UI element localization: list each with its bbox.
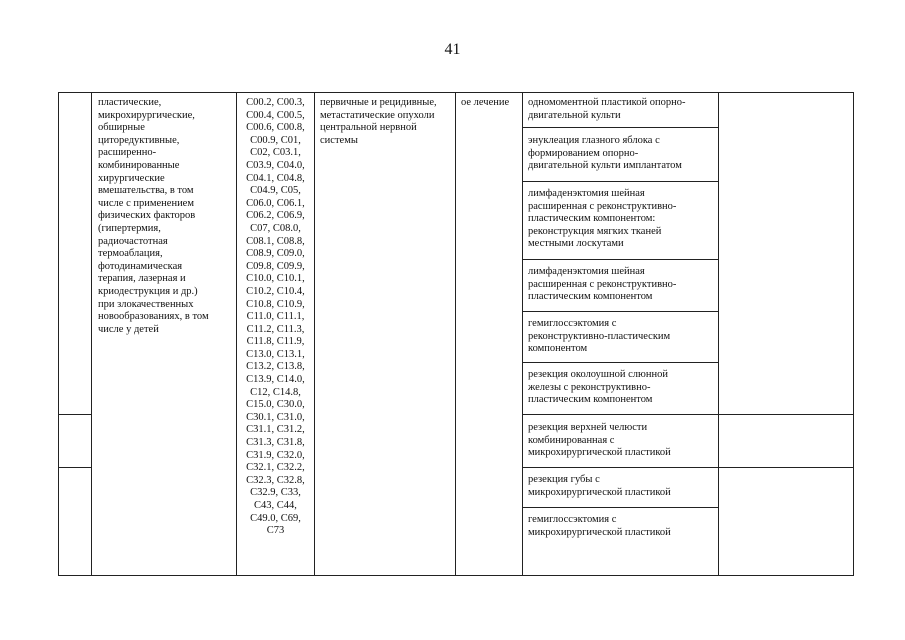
table-top-border	[58, 92, 854, 93]
methods-cell: пластические, микрохирургические, обширные циторедуктивные, расширенно- комбинированные хирургические вмешательства, в том числе с применением физических факторов (гипертермия, радиочастотная термоаблация, фотодинамическая терапия, лазерная и криодеструкция и др.) при злокачественных новообразованиях, в том числе у детей	[98, 97, 209, 335]
procedure-cell: лимфаденэктомия шейная расширенная с реконструктивно- пластическим компонентом	[528, 266, 677, 303]
procedure-cell: гемиглоссэктомия с микрохирургической пластикой	[528, 514, 671, 538]
column-divider	[236, 92, 237, 576]
procedure-cell: энуклеация глазного яблока с формированием опорно- двигательной культи имплантатом	[528, 135, 682, 172]
table-bottom-border	[58, 575, 854, 576]
row-divider	[58, 467, 92, 468]
column-divider	[455, 92, 456, 576]
row-divider	[522, 181, 719, 182]
procedure-cell: одномоментной пластикой опорно- двигательной культи	[528, 97, 686, 121]
procedure-cell: гемиглоссэктомия с реконструктивно-пластическим компонентом	[528, 318, 671, 355]
row-divider	[522, 507, 719, 508]
row-divider	[522, 467, 854, 468]
row-divider	[522, 362, 719, 363]
treatment-type-cell: ое лечение	[461, 97, 510, 108]
row-divider	[522, 259, 719, 260]
page-number: 41	[444, 41, 461, 58]
procedure-cell: резекция губы с микрохирургической пластикой	[528, 474, 671, 498]
row-divider	[522, 311, 719, 312]
procedure-cell: резекция околоушной слюнной железы с реконструктивно- пластическим компонентом	[528, 369, 668, 406]
procedure-cell: резекция верхней челюсти комбинированная с микрохирургической пластикой	[528, 422, 671, 459]
column-divider	[91, 92, 92, 576]
row-divider	[58, 414, 92, 415]
column-divider	[522, 92, 523, 576]
diagnosis-cell: первичные и рецидивные, метастатические опухоли центральной нервной системы	[320, 97, 437, 146]
row-divider	[522, 127, 719, 128]
table-right-border	[853, 92, 854, 576]
table-left-border	[58, 92, 59, 576]
procedures-table	[58, 92, 854, 576]
procedure-cell: лимфаденэктомия шейная расширенная с реконструктивно- пластическим компонентом: реконструкция мягких тканей местными лоскутами	[528, 188, 677, 250]
column-divider	[314, 92, 315, 576]
row-divider	[522, 414, 854, 415]
diagnosis-codes-cell: C00.2, C00.3, C00.4, C00.5, C00.6, C00.8, C00.9, C01, C02, C03.1, C03.9, C04.0, C04.1, C04.8, C04.9, C05, C06.0, C06.1, C06.2, C06.9, C07, C08.0, C08.1, C08.8, C08.9, C09.0, C09.8, C09.9, C10.0, C10.1, C10.2, C10.4, C10.8, C10.9, C11.0, C11.1, C11.2, C11.3, C11.8, C11.9, C13.0, C13.1, C13.2, C13.8, C13.9, C14.0, C12, C14.8, C15.0, C30.0, C30.1, C31.0, C31.1, C31.2, C31.3, C31.8, C31.9, C32.0, C32.1, C32.2, C32.3, C32.8, C32.9, C33, C43, C44, C49.0, C69, C73	[246, 97, 305, 537]
column-divider	[718, 92, 719, 576]
